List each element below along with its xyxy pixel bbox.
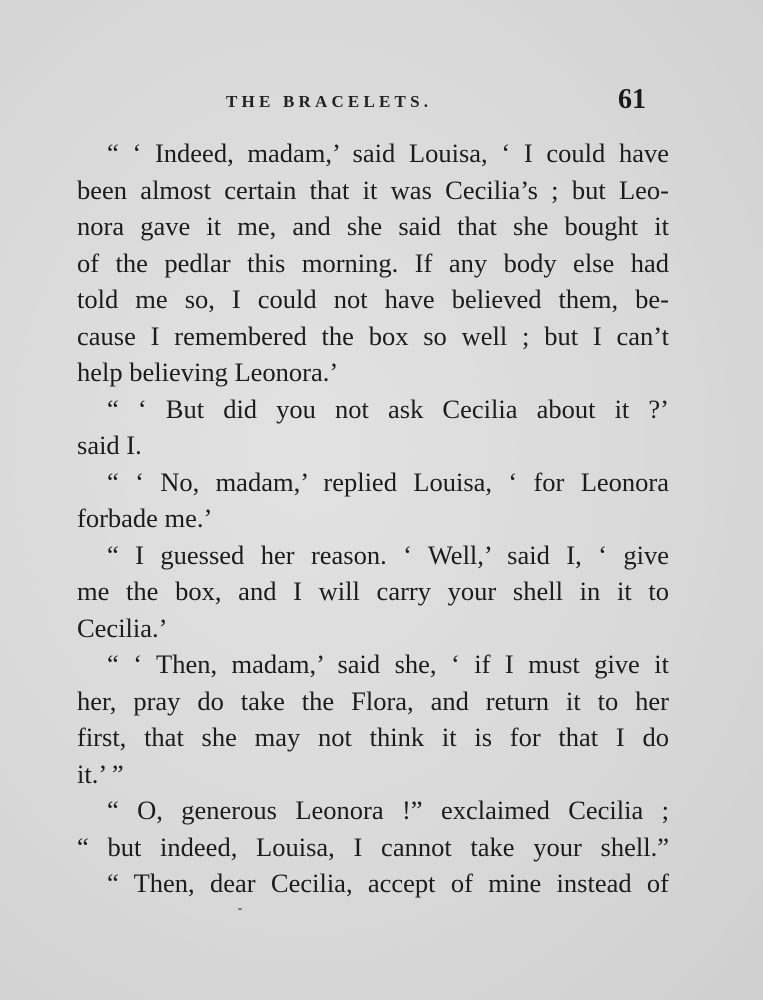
text-line: “ ‘ But did you not ask Cecilia about it ?’ <box>107 393 669 424</box>
body-text <box>77 135 669 902</box>
paper-speck <box>238 908 242 910</box>
text-line: cause I remembered the box so well ; but I can’t <box>77 320 669 351</box>
text-line: me the box, and I will carry your shell in it to <box>77 576 669 606</box>
page-header <box>0 84 763 124</box>
text-line: been almost certain that it was Cecilia’s ; but Leo- <box>77 174 669 205</box>
text-line: her, pray do take the Flora, and return it to her <box>77 685 669 716</box>
text-line: told me so, I could not have believed them, be- <box>77 284 669 314</box>
text-line: “ ‘ No, madam,’ replied Louisa, ‘ for Leonora <box>107 466 669 497</box>
text-line: help believing Leonora.’ <box>77 357 339 387</box>
page-number: 61 <box>618 84 646 115</box>
text-line: “ ‘ Then, madam,’ said she, ‘ if I must give it <box>107 649 669 679</box>
text-line: “ but indeed, Louisa, I cannot take your shell.” <box>77 831 669 862</box>
running-head: THE BRACELETS. <box>226 92 433 111</box>
text-line: “ ‘ Indeed, madam,’ said Louisa, ‘ I could have <box>107 138 669 168</box>
text-line: “ Then, dear Cecilia, accept of mine instead of <box>107 868 669 898</box>
text-line: of the pedlar this morning. If any body else had <box>77 247 669 278</box>
text-line: “ O, generous Leonora !” exclaimed Cecilia ; <box>107 795 669 825</box>
text-line: Cecilia.’ <box>77 612 168 643</box>
text-line: “ I guessed her reason. ‘ Well,’ said I, ‘ give <box>107 539 669 570</box>
text-line: forbade me.’ <box>77 503 213 533</box>
text-line: it.’ ” <box>77 758 124 789</box>
text-line: said I. <box>77 430 142 460</box>
text-line: first, that she may not think it is for that I do <box>77 722 669 752</box>
text-line: nora gave it me, and she said that she bought it <box>77 211 669 241</box>
